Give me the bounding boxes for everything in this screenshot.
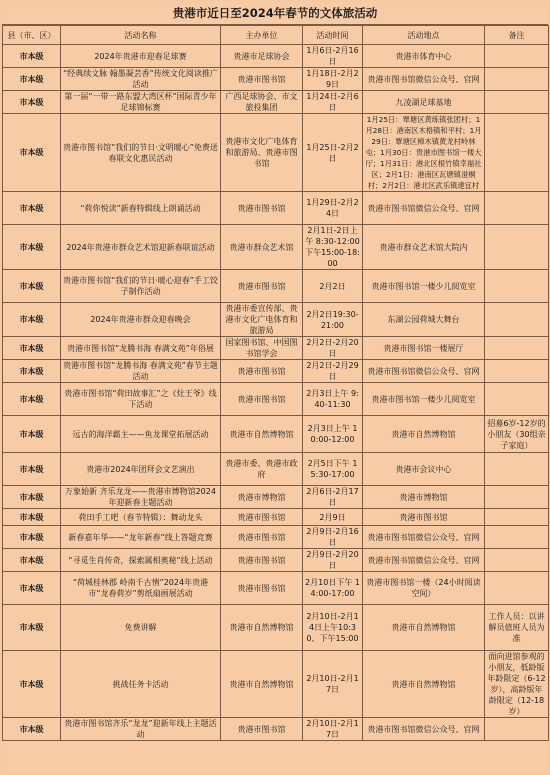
table-row	[3, 45, 549, 68]
activity-name-cell: 贵港市图书馆齐乐“龙龙”迎新年线上主题活动	[61, 718, 221, 741]
county-cell: 市本级	[3, 45, 61, 68]
place-cell: 贵港市图书馆微信公众号、官网	[363, 718, 485, 741]
time-cell: 2月5日下午 15:30-17:00	[303, 453, 363, 486]
time-cell: 2月2日	[303, 270, 363, 303]
host-cell: 贵港市图书馆	[221, 526, 303, 549]
county-cell: 市本级	[3, 360, 61, 383]
table-row	[3, 192, 549, 225]
place-cell: 贵港市图书馆微信公众号、官网	[363, 192, 485, 225]
host-cell: 贵港市图书馆	[221, 68, 303, 91]
county-cell: 市本级	[3, 91, 61, 114]
activity-name-cell: 贵港市图书馆“龙腾书海 春满文苑”春节主题活动	[61, 360, 221, 383]
header-activity-name: 活动名称	[61, 26, 221, 45]
activity-name-cell: “寻觅生肖传奇，探索属相奥秘”线上活动	[61, 549, 221, 572]
place-cell: 贵港市自然博物馆	[363, 605, 485, 651]
county-cell: 市本级	[3, 114, 61, 192]
time-cell: 2月10日-2月17日	[303, 651, 363, 718]
table-row	[3, 509, 549, 526]
host-cell: 贵港市自然博物馆	[221, 605, 303, 651]
note-cell	[485, 383, 549, 416]
place-cell: 贵港市图书馆微信公众号、官网	[363, 68, 485, 91]
note-cell	[485, 453, 549, 486]
host-cell: 广西足球协会、市文旅投集团	[221, 91, 303, 114]
note-cell	[485, 192, 549, 225]
table-row	[3, 303, 549, 337]
table-body	[3, 45, 549, 741]
table-row	[3, 549, 549, 572]
host-cell: 贵港市图书馆	[221, 549, 303, 572]
place-cell: 贵港市会议中心	[363, 453, 485, 486]
activity-table	[2, 25, 549, 741]
header-note: 备注	[485, 26, 549, 45]
table-row	[3, 91, 549, 114]
activity-name-cell: 万象始新 齐乐龙龙——贵港市博物馆2024年迎新春主题活动	[61, 486, 221, 509]
county-cell: 市本级	[3, 337, 61, 360]
host-cell: 贵港市图书馆	[221, 383, 303, 416]
activity-name-cell: “荷城桂林郡 岭南千古情”2024年贵港市“龙春荷岁”剪纸扇画展活动	[61, 572, 221, 605]
time-cell: 2月9日-2月16日	[303, 526, 363, 549]
note-cell	[485, 303, 549, 337]
host-cell: 贵港市委、贵港市政府	[221, 453, 303, 486]
county-cell: 市本级	[3, 651, 61, 718]
activity-name-cell: 2024年贵港市群众迎春晚会	[61, 303, 221, 337]
host-cell: 贵港市图书馆	[221, 192, 303, 225]
place-cell: 贵港市博物馆	[363, 486, 485, 509]
host-cell: 国家图书馆、中国图书馆学会	[221, 337, 303, 360]
time-cell: 2月3日上午 10:00-12:00	[303, 416, 363, 453]
county-cell: 市本级	[3, 718, 61, 741]
table-row	[3, 383, 549, 416]
place-cell: 九凌湖足球基地	[363, 91, 485, 114]
host-cell: 贵港市图书馆	[221, 360, 303, 383]
time-cell: 2月10日-2月14日上午10:30、下午15:00	[303, 605, 363, 651]
note-cell	[485, 360, 549, 383]
table-title: 贵港市近日至2024年春节的文体旅活动	[2, 2, 548, 25]
place-cell: 贵港市群众艺术馆大院内	[363, 225, 485, 270]
activity-name-cell: 第一届“一带一路东盟大湾区杯”国际青少年足球锦标赛	[61, 91, 221, 114]
header-row	[3, 26, 549, 45]
place-cell: 贵港市图书馆一楼展厅	[363, 337, 485, 360]
table-row	[3, 225, 549, 270]
place-cell: 贵港市体育中心	[363, 45, 485, 68]
header-place: 活动地点	[363, 26, 485, 45]
activity-name-cell: “荷你悦读”新春特辑线上朗诵活动	[61, 192, 221, 225]
header-host: 主办单位	[221, 26, 303, 45]
note-cell: 工作人员：以讲解员值班人员为准	[485, 605, 549, 651]
note-cell	[485, 509, 549, 526]
county-cell: 市本级	[3, 270, 61, 303]
table-row	[3, 572, 549, 605]
place-cell: 1月25日：覃塘区黄练镇张团村；1月28日：港南区木格镇和平村；1月29日：覃塘区樟木镇黄龙村岭林屯；1月30日：贵港市图书馆一楼大厅；1月31日：港北区根竹镇幸福社区；2月1日：港南区瓦塘镇湴桐村；2月2日：港北区武乐镇達宜村	[363, 114, 485, 192]
place-cell: 东湖公园荷城大舞台	[363, 303, 485, 337]
table-row	[3, 453, 549, 486]
place-cell: 贵港市图书馆一楼少儿阅览室	[363, 383, 485, 416]
note-cell	[485, 45, 549, 68]
host-cell: 贵港市图书馆	[221, 270, 303, 303]
time-cell: 1月6日-2月16日	[303, 45, 363, 68]
time-cell: 2月10日下午 14:00-17:00	[303, 572, 363, 605]
county-cell: 市本级	[3, 453, 61, 486]
table-row	[3, 360, 549, 383]
host-cell: 贵港市足球协会	[221, 45, 303, 68]
table-row	[3, 114, 549, 192]
place-cell: 贵港市图书馆一楼少儿阅览室	[363, 270, 485, 303]
note-cell	[485, 572, 549, 605]
activity-name-cell: 新春嘉年华——“龙年新春”线上答题竞赛	[61, 526, 221, 549]
county-cell: 市本级	[3, 303, 61, 337]
header-time: 活动时间	[303, 26, 363, 45]
table-row	[3, 68, 549, 91]
county-cell: 市本级	[3, 225, 61, 270]
time-cell: 1月29日-2月24日	[303, 192, 363, 225]
table-row	[3, 416, 549, 453]
activity-name-cell: 贵港市图书馆“我们的节日·暖心迎春”手工饺子制作活动	[61, 270, 221, 303]
table-row	[3, 605, 549, 651]
time-cell: 2月2日19:30-21:00	[303, 303, 363, 337]
note-cell: 招募6岁-12岁的小朋友（30组亲子家庭）	[485, 416, 549, 453]
county-cell: 市本级	[3, 572, 61, 605]
activity-name-cell: 贵港市2024年团拜会文艺演出	[61, 453, 221, 486]
host-cell: 贵港市自然博物馆	[221, 416, 303, 453]
activity-name-cell: 免费讲解	[61, 605, 221, 651]
note-cell: 面向进馆参观的小朋友，低龄版年龄限定（6-12岁），高龄版年龄限定（12-18岁）	[485, 651, 549, 718]
table-row	[3, 718, 549, 741]
table-row	[3, 270, 549, 303]
county-cell: 市本级	[3, 605, 61, 651]
place-cell: 贵港市图书馆微信公众号、官网	[363, 360, 485, 383]
activity-name-cell: 荷田手工吧（春节特辑）：舞动龙头	[61, 509, 221, 526]
host-cell: 贵港市图书馆	[221, 509, 303, 526]
county-cell: 市本级	[3, 509, 61, 526]
host-cell: 贵港市群众艺术馆	[221, 225, 303, 270]
note-cell	[485, 718, 549, 741]
note-cell	[485, 114, 549, 192]
host-cell: 贵港市委宣传部、贵港市文化广电体育和旅游局	[221, 303, 303, 337]
county-cell: 市本级	[3, 526, 61, 549]
host-cell: 贵港市文化广电体育和旅游局、贵港市图书馆	[221, 114, 303, 192]
place-cell: 贵港市图书馆一楼（24小时阅读空间）	[363, 572, 485, 605]
note-cell	[485, 68, 549, 91]
time-cell: 2月1日-2日上午 8:30-12:00 下午15:00-18:00	[303, 225, 363, 270]
county-cell: 市本级	[3, 383, 61, 416]
activity-name-cell: 远古的海洋霸主——鱼龙课堂拓展活动	[61, 416, 221, 453]
activity-name-cell: 2024年贵港市群众艺术馆迎新春联谊活动	[61, 225, 221, 270]
activity-name-cell: 贵港市图书馆“我们的节日·文明暖心”免费送春联文化惠民活动	[61, 114, 221, 192]
time-cell: 2月6日-2月17日	[303, 486, 363, 509]
time-cell: 2月2日-2月29日	[303, 360, 363, 383]
place-cell: 贵港市图书馆微信公众号、官网	[363, 526, 485, 549]
county-cell: 市本级	[3, 68, 61, 91]
activity-name-cell: 挑战任务卡活动	[61, 651, 221, 718]
county-cell: 市本级	[3, 486, 61, 509]
table-row	[3, 526, 549, 549]
note-cell	[485, 270, 549, 303]
host-cell: 贵港市图书馆	[221, 718, 303, 741]
place-cell: 贵港市自然博物馆	[363, 416, 485, 453]
place-cell: 贵港市图书馆	[363, 509, 485, 526]
note-cell	[485, 549, 549, 572]
time-cell: 2月3日上午 9:40-11:30	[303, 383, 363, 416]
host-cell: 贵港市自然博物馆	[221, 651, 303, 718]
place-cell: 贵港市自然博物馆	[363, 651, 485, 718]
time-cell: 2月9日	[303, 509, 363, 526]
time-cell: 1月25日-2月2日	[303, 114, 363, 192]
activity-name-cell: 贵港市图书馆“荷田故事汇”之《灶王爷》线下活动	[61, 383, 221, 416]
table-row	[3, 486, 549, 509]
time-cell: 2月9日-2月20日	[303, 549, 363, 572]
activity-name-cell: 2024年贵港市迎春足球赛	[61, 45, 221, 68]
note-cell	[485, 225, 549, 270]
county-cell: 市本级	[3, 192, 61, 225]
place-cell: 贵港市图书馆微信公众号、官网	[363, 549, 485, 572]
note-cell	[485, 91, 549, 114]
county-cell: 市本级	[3, 416, 61, 453]
note-cell	[485, 526, 549, 549]
note-cell	[485, 486, 549, 509]
time-cell: 2月10日-2月17日	[303, 718, 363, 741]
note-cell	[485, 337, 549, 360]
time-cell: 2月2日-2月20日	[303, 337, 363, 360]
time-cell: 1月24日-2月6日	[303, 91, 363, 114]
table-row	[3, 337, 549, 360]
host-cell: 贵港市博物馆	[221, 486, 303, 509]
activity-table-sheet	[2, 2, 548, 773]
table-row	[3, 651, 549, 718]
county-cell: 市本级	[3, 549, 61, 572]
time-cell: 1月18日-2月29日	[303, 68, 363, 91]
header-county: 县（市、区）	[3, 26, 61, 45]
host-cell: 贵港市图书馆	[221, 572, 303, 605]
activity-name-cell: 贵港市图书馆“龙腾书海 春满文苑”年俗展	[61, 337, 221, 360]
activity-name-cell: “经典续文脉 翰墨凝芸香”传统文化阅读推广活动	[61, 68, 221, 91]
